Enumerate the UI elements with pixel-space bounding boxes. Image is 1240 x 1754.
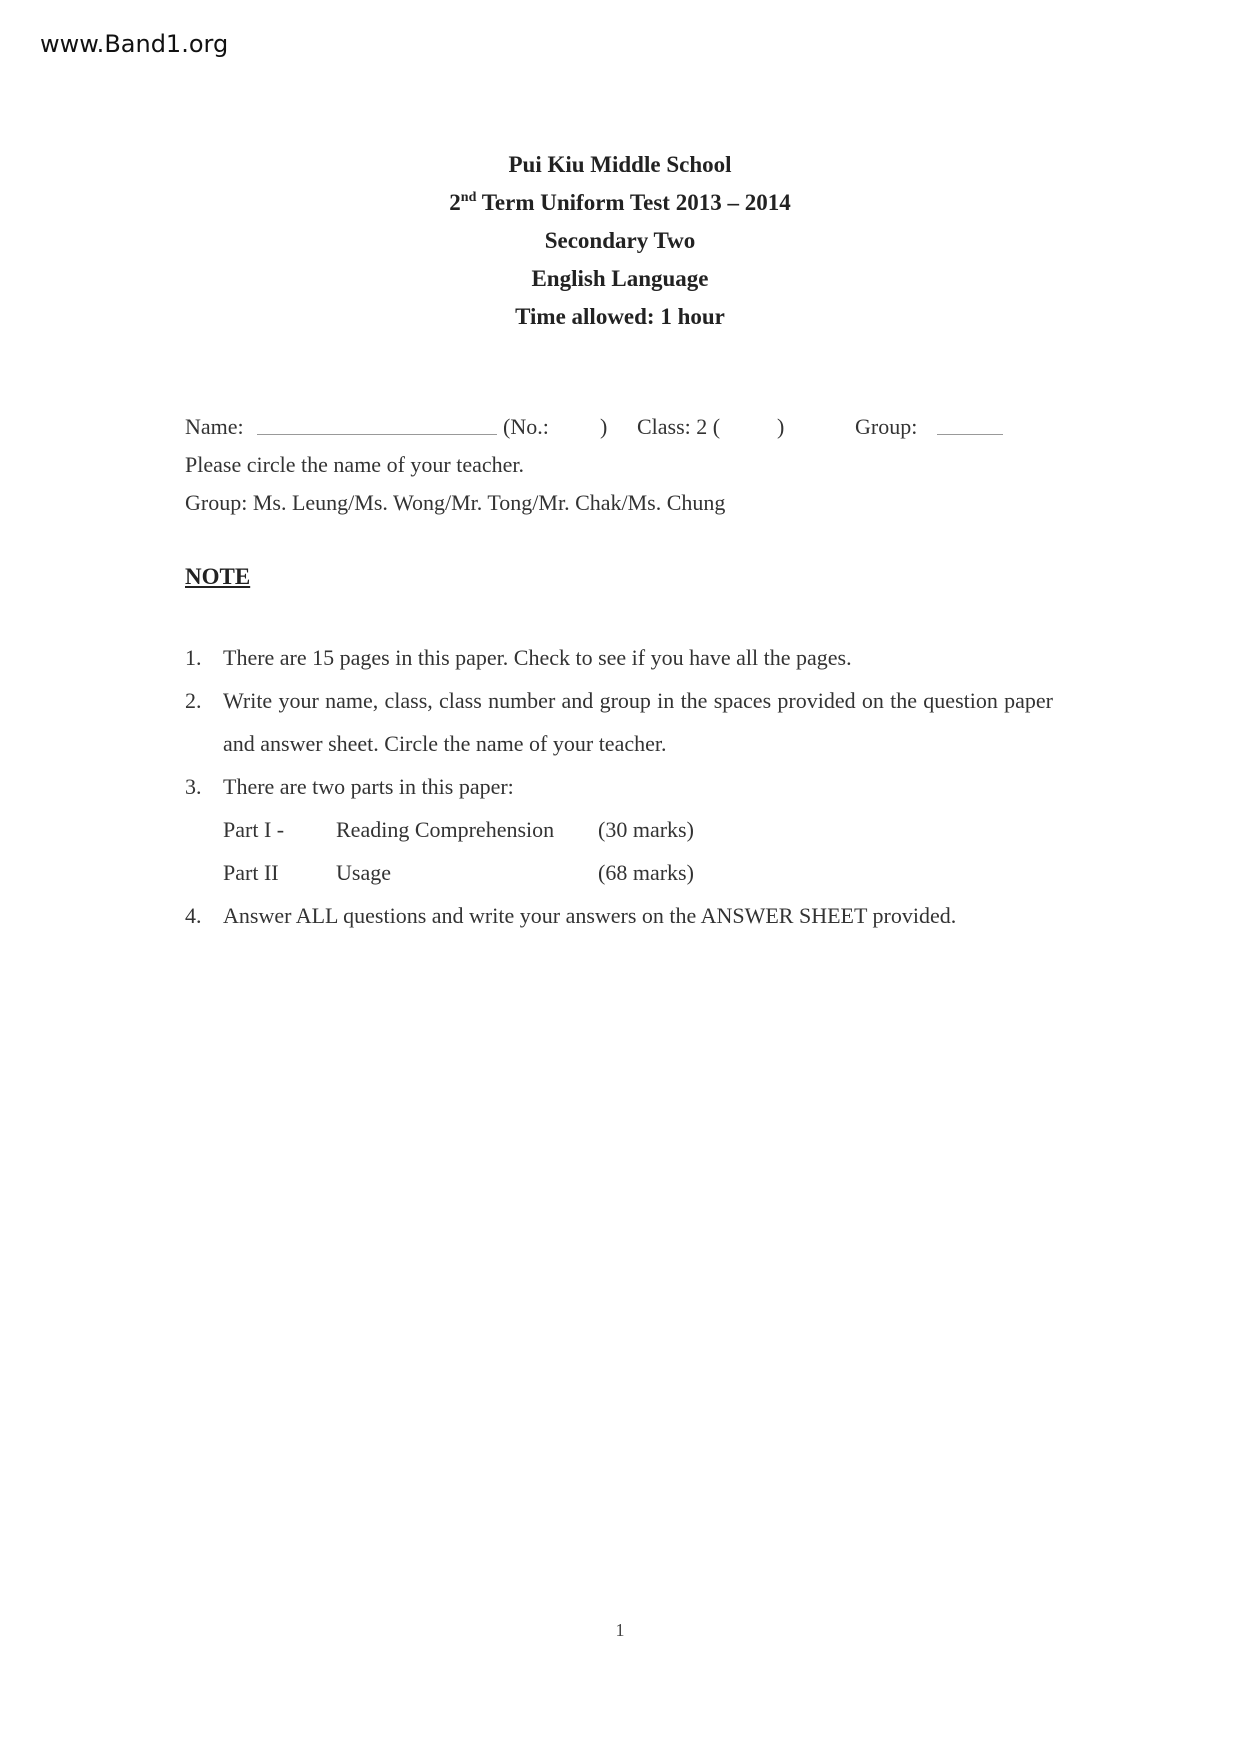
- class-close: ): [777, 414, 785, 439]
- page-number: 1: [615, 1620, 625, 1640]
- student-info-row: [185, 414, 1005, 444]
- document-header: [0, 146, 1240, 336]
- number-close: ): [600, 414, 608, 439]
- term-suffix: nd: [460, 190, 477, 205]
- school-name: Pui Kiu Middle School: [508, 152, 732, 177]
- part-marks: (68 marks): [598, 860, 694, 885]
- part-row: [223, 851, 1053, 894]
- note-item-number: 3.: [185, 774, 202, 799]
- circle-instruction: Please circle the name of your teacher.: [185, 452, 525, 477]
- part-name: Reading Comprehension: [336, 817, 555, 842]
- note-heading: NOTE: [185, 564, 251, 589]
- note-item-text: Answer ALL questions and write your answers on the ANSWER SHEET provided.: [223, 903, 957, 928]
- note-item: [185, 679, 1053, 765]
- note-item-text: There are 15 pages in this paper. Check to see if you have all the pages.: [223, 645, 852, 670]
- teacher-group-list: Group: Ms. Leung/Ms. Wong/Mr. Tong/Mr. Chak/Ms. Chung: [185, 490, 726, 515]
- part-name: Usage: [336, 860, 391, 885]
- note-item-number: 4.: [185, 903, 202, 928]
- class-label: Class: 2 (: [637, 414, 721, 439]
- term-rest: Term Uniform Test 2013 – 2014: [476, 190, 791, 215]
- note-item: [185, 636, 1053, 679]
- note-item: [185, 765, 1053, 894]
- part-marks: (30 marks): [598, 817, 694, 842]
- part-label: Part II: [223, 860, 279, 885]
- time-allowed: Time allowed: 1 hour: [515, 304, 725, 329]
- group-label: Group:: [855, 414, 918, 439]
- note-item-text: There are two parts in this paper:: [223, 774, 514, 799]
- term-ordinal: 2: [449, 190, 461, 215]
- name-label: Name:: [185, 414, 244, 439]
- part-row: [223, 808, 1053, 851]
- note-item-text: Write your name, class, class number and group in the spaces provided on the question paper and answer sheet. Circle the name of your teacher.: [223, 688, 1053, 756]
- part-label: Part I -: [223, 817, 285, 842]
- note-item: [185, 894, 1053, 937]
- note-list: [185, 636, 1053, 937]
- grade-level: Secondary Two: [544, 228, 696, 253]
- watermark-url: www.Band1.org: [40, 30, 229, 58]
- test-title: [0, 184, 1240, 222]
- number-label: (No.:: [503, 414, 549, 439]
- note-item-number: 1.: [185, 645, 202, 670]
- note-item-number: 2.: [185, 688, 202, 713]
- name-blank[interactable]: [257, 414, 497, 435]
- subject-name: English Language: [531, 266, 709, 291]
